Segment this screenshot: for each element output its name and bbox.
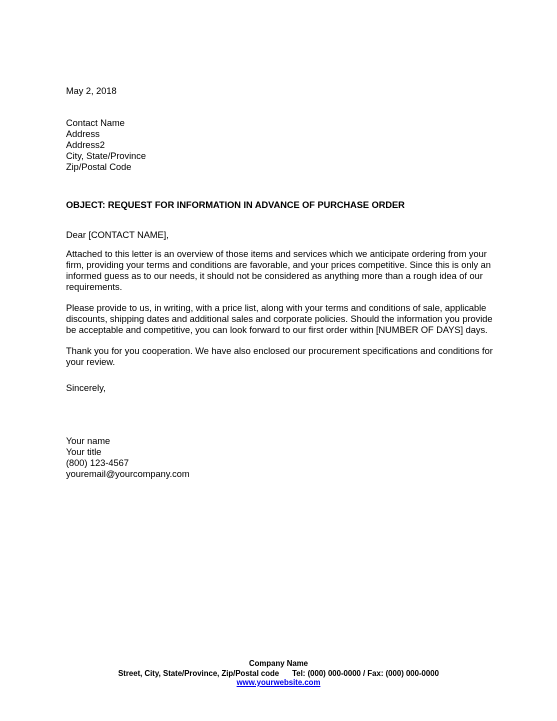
signature-phone: (800) 123-4567 bbox=[66, 458, 129, 468]
recipient-address2: Address2 bbox=[66, 140, 105, 150]
footer-contact-line bbox=[0, 669, 557, 679]
body-paragraph-3: Thank you for you cooperation. We have also enclosed our procurement specifications and conditions for your review. bbox=[66, 346, 493, 367]
footer-website-link[interactable]: www.yourwebsite.com bbox=[236, 678, 321, 687]
recipient-address: Address bbox=[66, 129, 100, 139]
recipient-address-block bbox=[66, 118, 496, 173]
letter-footer bbox=[0, 659, 557, 688]
letter-date: May 2, 2018 bbox=[66, 86, 117, 96]
signature-block bbox=[66, 436, 496, 480]
signature-email: youremail@yourcompany.com bbox=[66, 469, 190, 479]
footer-phone-fax: Tel: (000) 000-0000 / Fax: (000) 000-0000 bbox=[292, 668, 439, 678]
body-paragraph-1: Attached to this letter is an overview of those items and services which we anticipate ordering from your firm, providing your terms and conditions are favorable, and your prices competitive. Since this is only an informed guess as to our needs, it should not be considered as anything more than a rough idea of our requirements. bbox=[66, 249, 491, 292]
body-paragraph-2: Please provide to us, in writing, with a price list, along with your terms and conditions of sale, applicable discounts, shipping dates and additional sales and corporate policies. Should the information you provide be acceptable and competitive, you can look forward to our first order within [NUMBER OF DAYS] days. bbox=[66, 303, 493, 335]
footer-address: Street, City, State/Province, Zip/Postal code bbox=[118, 668, 280, 678]
recipient-city-state: City, State/Province bbox=[66, 151, 146, 161]
letter-subject: OBJECT: REQUEST FOR INFORMATION IN ADVANCE OF PURCHASE ORDER bbox=[66, 200, 405, 210]
footer-company-name: Company Name bbox=[249, 659, 308, 668]
letter-salutation: Dear [CONTACT NAME], bbox=[66, 230, 169, 240]
letter-closing: Sincerely, bbox=[66, 383, 106, 393]
letter-body bbox=[66, 86, 496, 480]
recipient-contact-name: Contact Name bbox=[66, 118, 125, 128]
recipient-zip: Zip/Postal Code bbox=[66, 162, 132, 172]
signature-name: Your name bbox=[66, 436, 111, 446]
signature-title: Your title bbox=[66, 447, 102, 457]
